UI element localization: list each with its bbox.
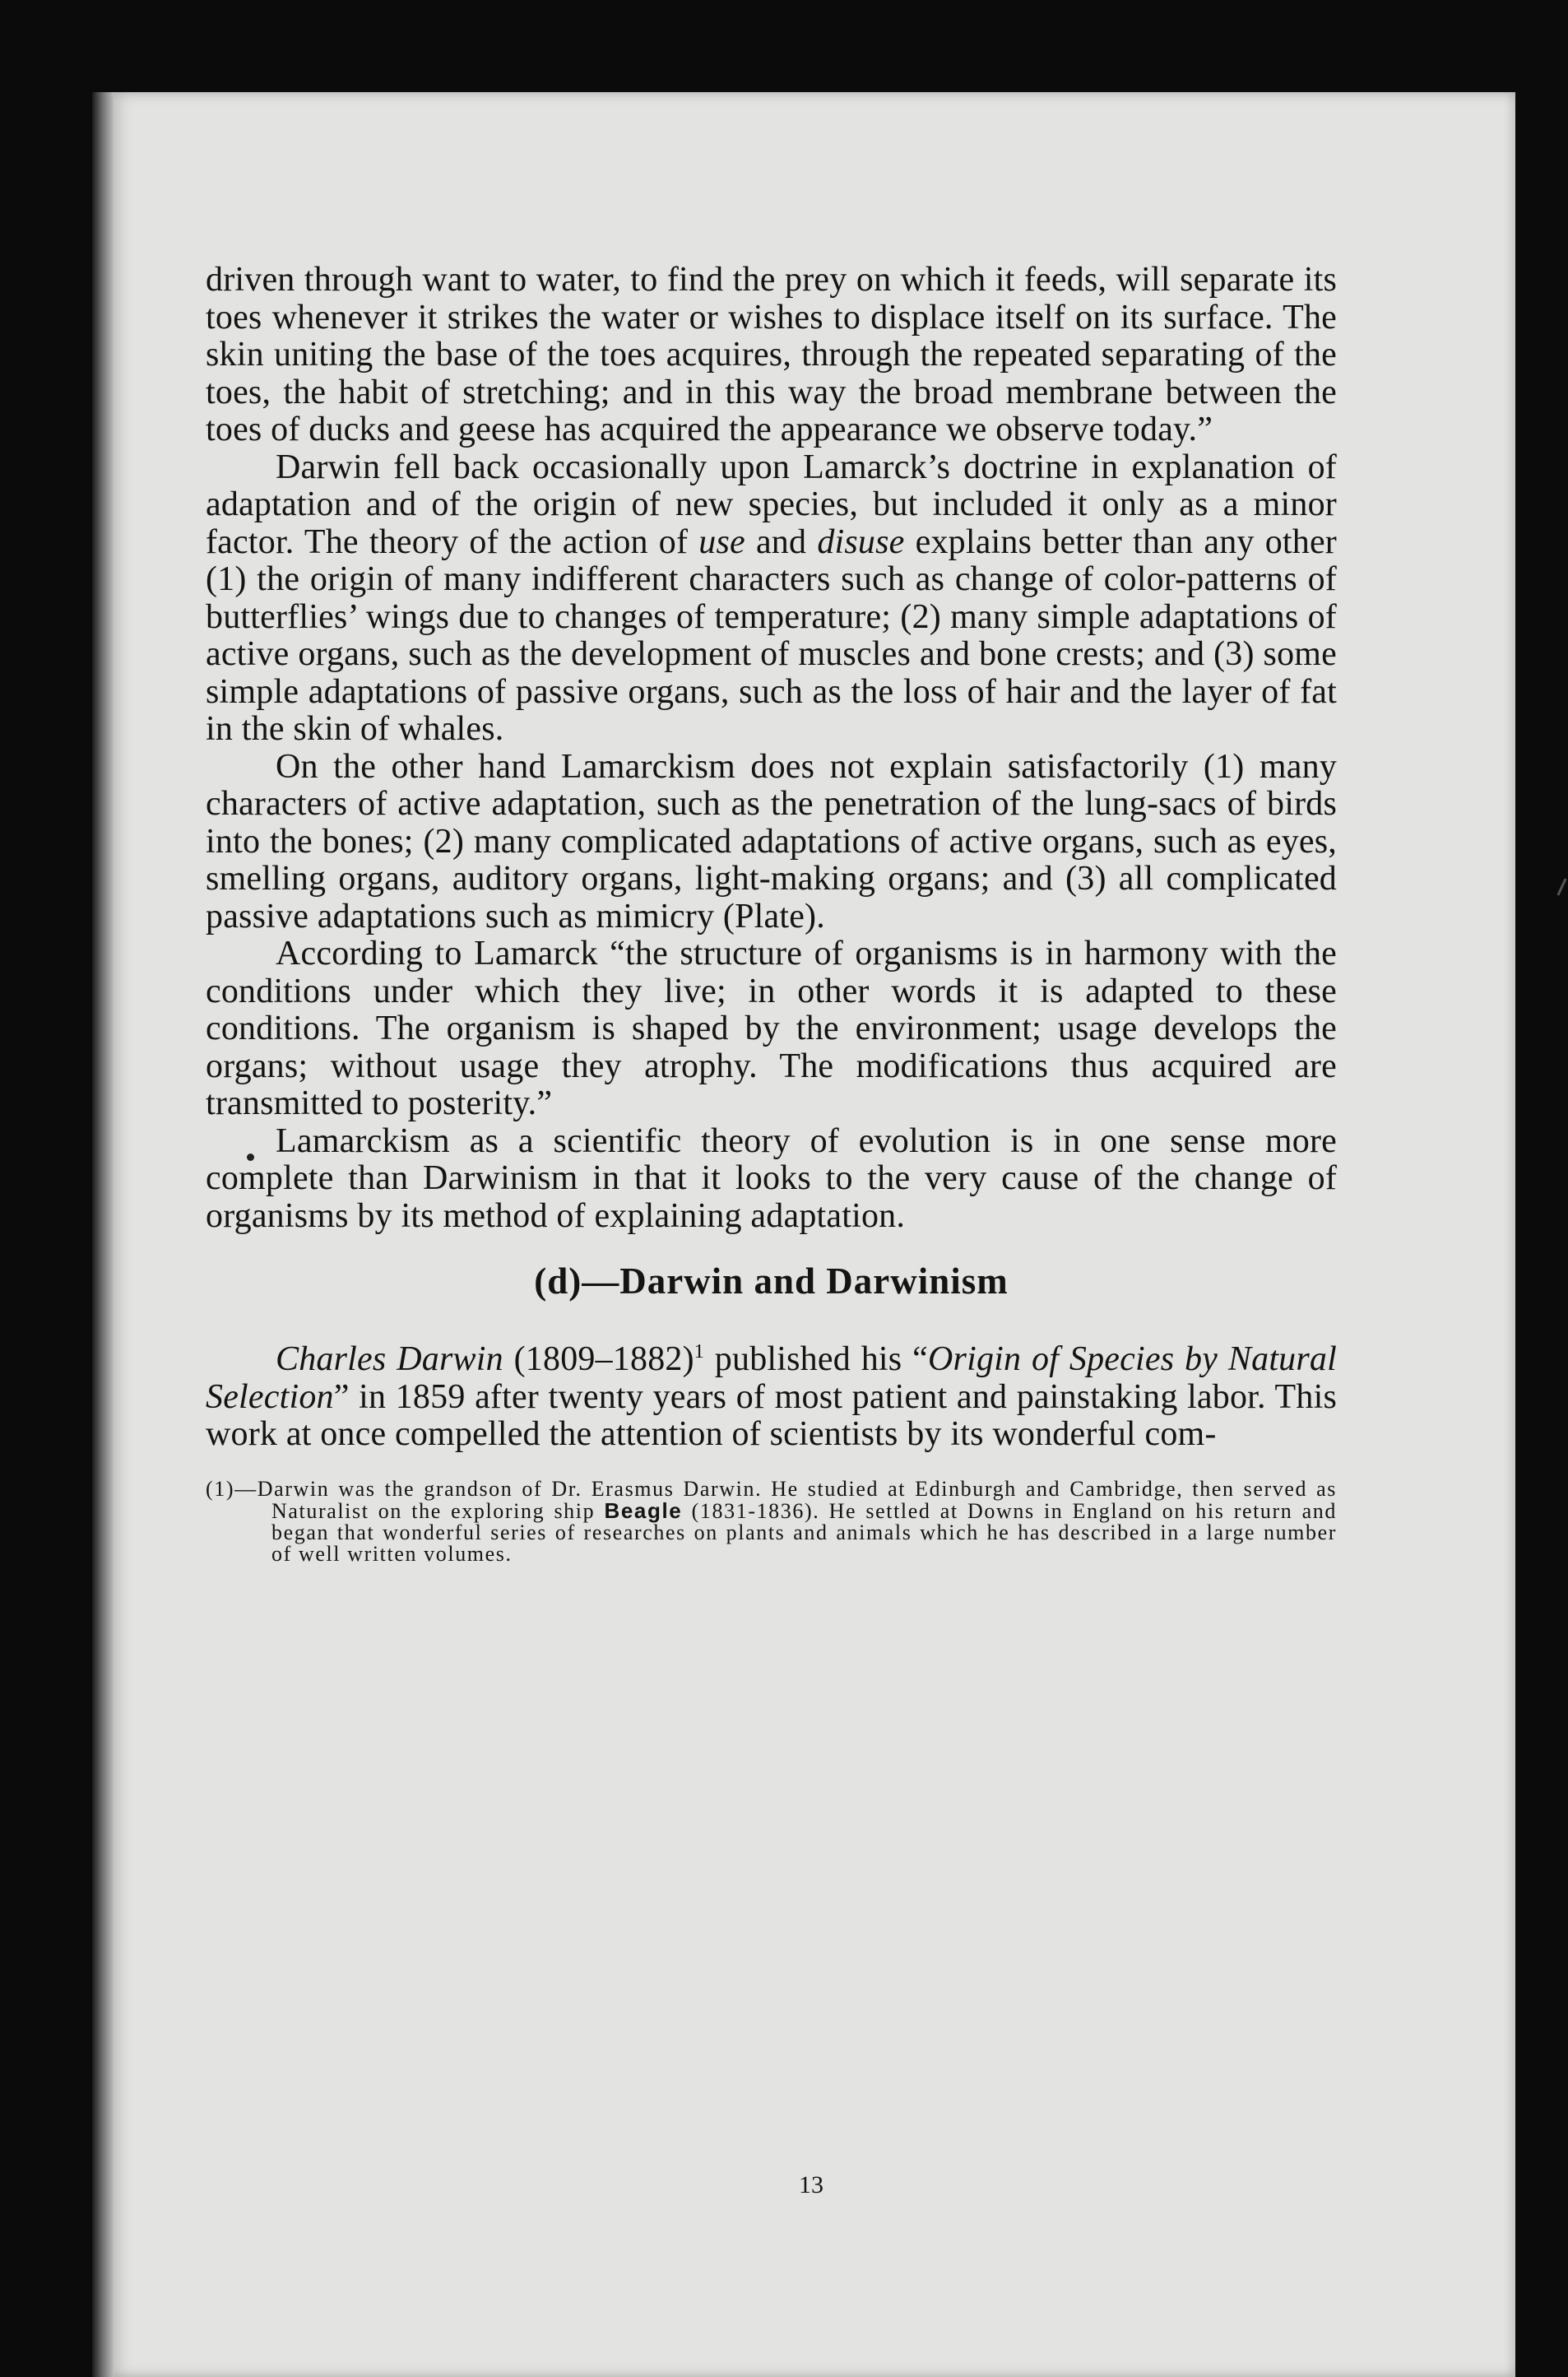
published-text: published his “	[703, 1340, 928, 1378]
conjunction: and	[745, 522, 818, 561]
paragraph-lamarckism-limits: On the other hand Lamarckism does not explain satisfactorily (1) many characters of active adaptation, such as the penetration of the lung-sacs of birds into the bones; (2) many complicated adaptations of active organs, such as eyes, smelling organs, auditory organs, light-making organs; and (3) all complicated passive adaptations such as mimicry (Plate).	[206, 747, 1337, 935]
section-heading: (d)—Darwin and Darwinism	[534, 1260, 1009, 1302]
ship-name: Beagle	[604, 1497, 683, 1523]
footnote-text-start: Darwin was the grandson of Dr. Erasmus Darwin. He studied at Edinburgh and Cambridge, then served as Naturalist on the exploring ship	[257, 1476, 1337, 1523]
stray-ink-mark	[1556, 878, 1566, 895]
paragraph-lamarck-quote: driven through want to water, to find the prey on which it feeds, will separate its toes whenever it strikes the water or wishes to displace itself on its surface. The skin uniting the base of the toes acquires, through the repeated separating of the toes, the habit of stretching; and in this way the broad membrane between the toes of ducks and geese has acquired the appearance we observe today.”	[206, 261, 1337, 448]
term-use: use	[698, 522, 745, 561]
paragraph-charles-darwin	[206, 1334, 1337, 1454]
paragraph-darwin-lamarck-start: Darwin fell back occasionally upon Lamarck’s doctrine in explanation of adaptation and of the origin of new species, but included it only as a minor factor. The theory of the action of	[206, 448, 1337, 561]
page-number: 13	[799, 2171, 823, 2198]
paragraph-darwin-lamarck	[206, 449, 1337, 749]
paragraph-lamarck-structure: According to Lamarck “the structure of organisms is in harmony with the conditions under which they live; in other words it is adapted to these conditions. The organism is shaped by the environment; usage develops the organs; without usage they atrophy. The modifications thus acquired are transmitted to posterity.”	[206, 935, 1337, 1122]
paragraph-darwin-lamarck-rest: explains better than any other (1) the origin of many indifferent characters such as change of color-patterns of butterflies’ wings due to changes of temperature; (2) many simple adaptations of active organs, such as the development of muscles and bone crests; and (3) some simple adaptations of passive organs, such as the loss of hair and the layer of fat in the skin of whales.	[206, 522, 1337, 748]
book-spine-edge	[92, 92, 114, 2377]
footnote-reference: 1	[694, 1341, 704, 1363]
paragraph-charles-darwin-rest: ” in 1859 after twenty years of most patient and painstaking labor. This work at once compelled the attention of scientists by its wonderful com-	[206, 1377, 1337, 1453]
body-text	[206, 262, 1337, 1565]
term-disuse: disuse	[817, 522, 905, 561]
author-dates: (1809–1882)	[503, 1340, 694, 1378]
footnote	[206, 1476, 1337, 1566]
footnote-text-end: (1831-1836). He settled at Downs in England on his return and began that wonderful series of researches on plants and animals which he has described in a large number of well written volumes.	[271, 1498, 1337, 1566]
paragraph-lamarckism-complete: Lamarckism as a scientific theory of evolution is in one sense more complete than Darwinism in that it looks to the very cause of the change of organisms by its method of explaining adaptation.	[206, 1121, 1337, 1235]
book-title: Origin of Species by Natural Selection	[206, 1340, 1337, 1416]
author-name: Charles Darwin	[276, 1340, 503, 1378]
footnote-marker: (1)—	[206, 1476, 257, 1501]
